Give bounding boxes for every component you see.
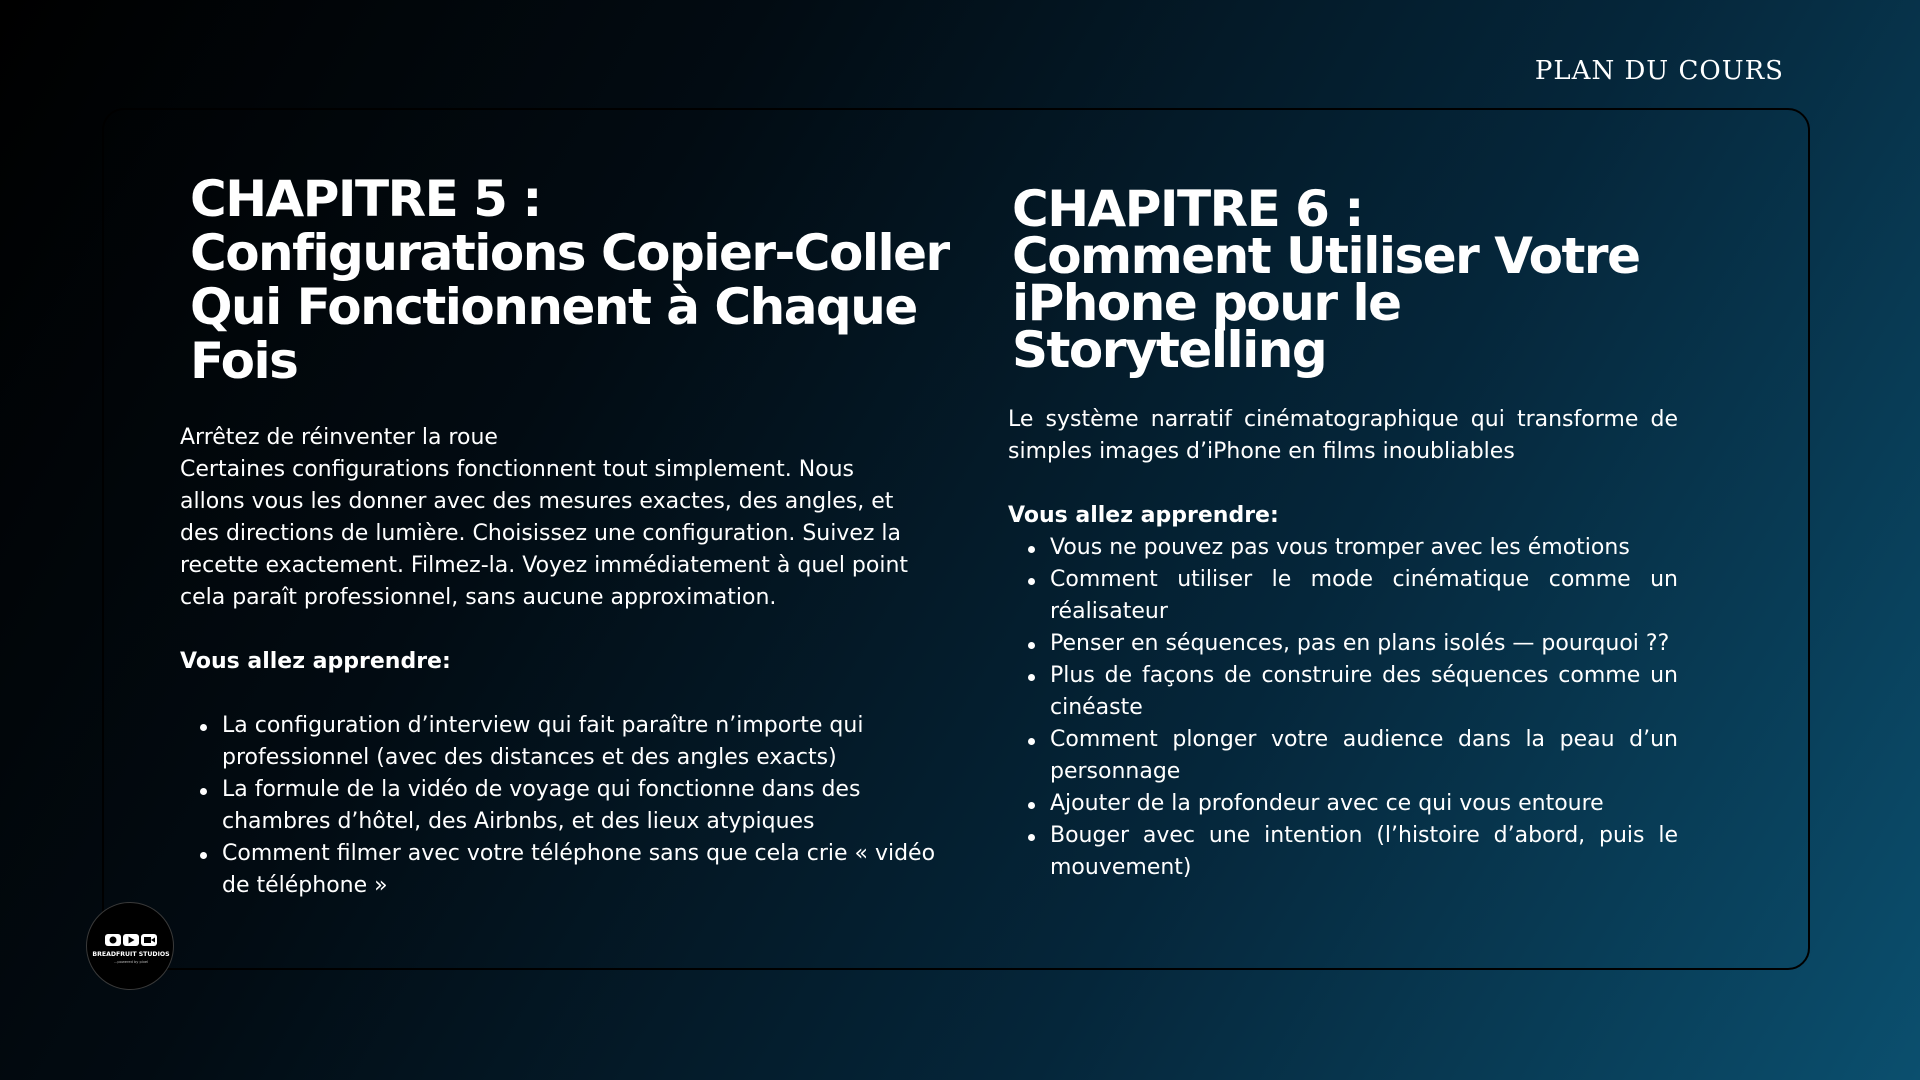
chapter-5-intro-line: des directions de lumière. Choisissez une configuration. Suivez la [180, 521, 902, 546]
chapter-5-intro-line: cela paraît professionnel, sans aucune approximation. [180, 585, 777, 610]
list-item: Bouger avec une intention (l’histoire d’abord, puis le mouvement) [1050, 820, 1678, 884]
chapter-6-title-line: Comment Utiliser Votre [1012, 227, 1640, 285]
logo-tagline: ...powered by pixel [113, 960, 149, 964]
list-item: La configuration d’interview qui fait paraître n’importe qui professionnel (avec des distances et des angles exacts) [222, 710, 940, 774]
chapter-6-learn-heading: Vous allez apprendre: [1008, 503, 1279, 528]
chapter-5-title-line: Fois [190, 332, 298, 390]
chapter-6-title [1012, 180, 1640, 379]
chapter-6-title-line: Storytelling [1012, 321, 1327, 379]
chapter-6-intro: Le système narratif cinématographique qui transforme de simples images d’iPhone en films inoubliables [1008, 407, 1678, 464]
list-item: Penser en séquences, pas en plans isolés — pourquoi ?? [1050, 628, 1678, 660]
chapter-6-title-line: iPhone pour le [1012, 274, 1401, 332]
chapter-5-intro-line: recette exactement. Filmez-la. Voyez immédiatement à quel point [180, 553, 909, 578]
chapter-5-intro-line: Arrêtez de réinventer la roue [180, 425, 498, 450]
chapter-5-title-line: Qui Fonctionnent à Chaque [190, 278, 917, 336]
list-item: Comment utiliser le mode cinématique comme un réalisateur [1050, 564, 1678, 628]
chapter-5-bullet-list [180, 710, 940, 902]
chapter-5-title [190, 172, 949, 388]
list-item: Ajouter de la profondeur avec ce qui vous entoure [1050, 788, 1678, 820]
list-item: Comment filmer avec votre téléphone sans que cela crie « vidéo de téléphone » [222, 838, 940, 902]
studio-logo [86, 902, 174, 990]
section-label: PLAN DU COURS [1534, 56, 1784, 86]
chapter-5-body [180, 422, 940, 902]
list-item: Vous ne pouvez pas vous tromper avec les émotions [1050, 532, 1678, 564]
chapter-6-title-line: CHAPITRE 6 : [1012, 180, 1363, 238]
logo-name: BREADFRUIT STUDIOS [92, 951, 170, 958]
chapter-6-bullet-list [1008, 532, 1678, 884]
chapter-5-intro-line: Certaines configurations fonctionnent tout simplement. Nous [180, 457, 855, 482]
chapter-5-intro-line: allons vous les donner avec des mesures exactes, des angles, et [180, 489, 894, 514]
chapter-5-title-line: Configurations Copier-Coller [190, 224, 949, 282]
chapter-5-title-line: CHAPITRE 5 : [190, 170, 541, 228]
logo-icon [87, 903, 175, 991]
chapter-6-body [1008, 404, 1678, 884]
list-item: Plus de façons de construire des séquences comme un cinéaste [1050, 660, 1678, 724]
chapter-5-learn-heading: Vous allez apprendre: [180, 649, 451, 674]
list-item: Comment plonger votre audience dans la peau d’un personnage [1050, 724, 1678, 788]
list-item: La formule de la vidéo de voyage qui fonctionne dans des chambres d’hôtel, des Airbnbs, et des lieux atypiques [222, 774, 940, 838]
